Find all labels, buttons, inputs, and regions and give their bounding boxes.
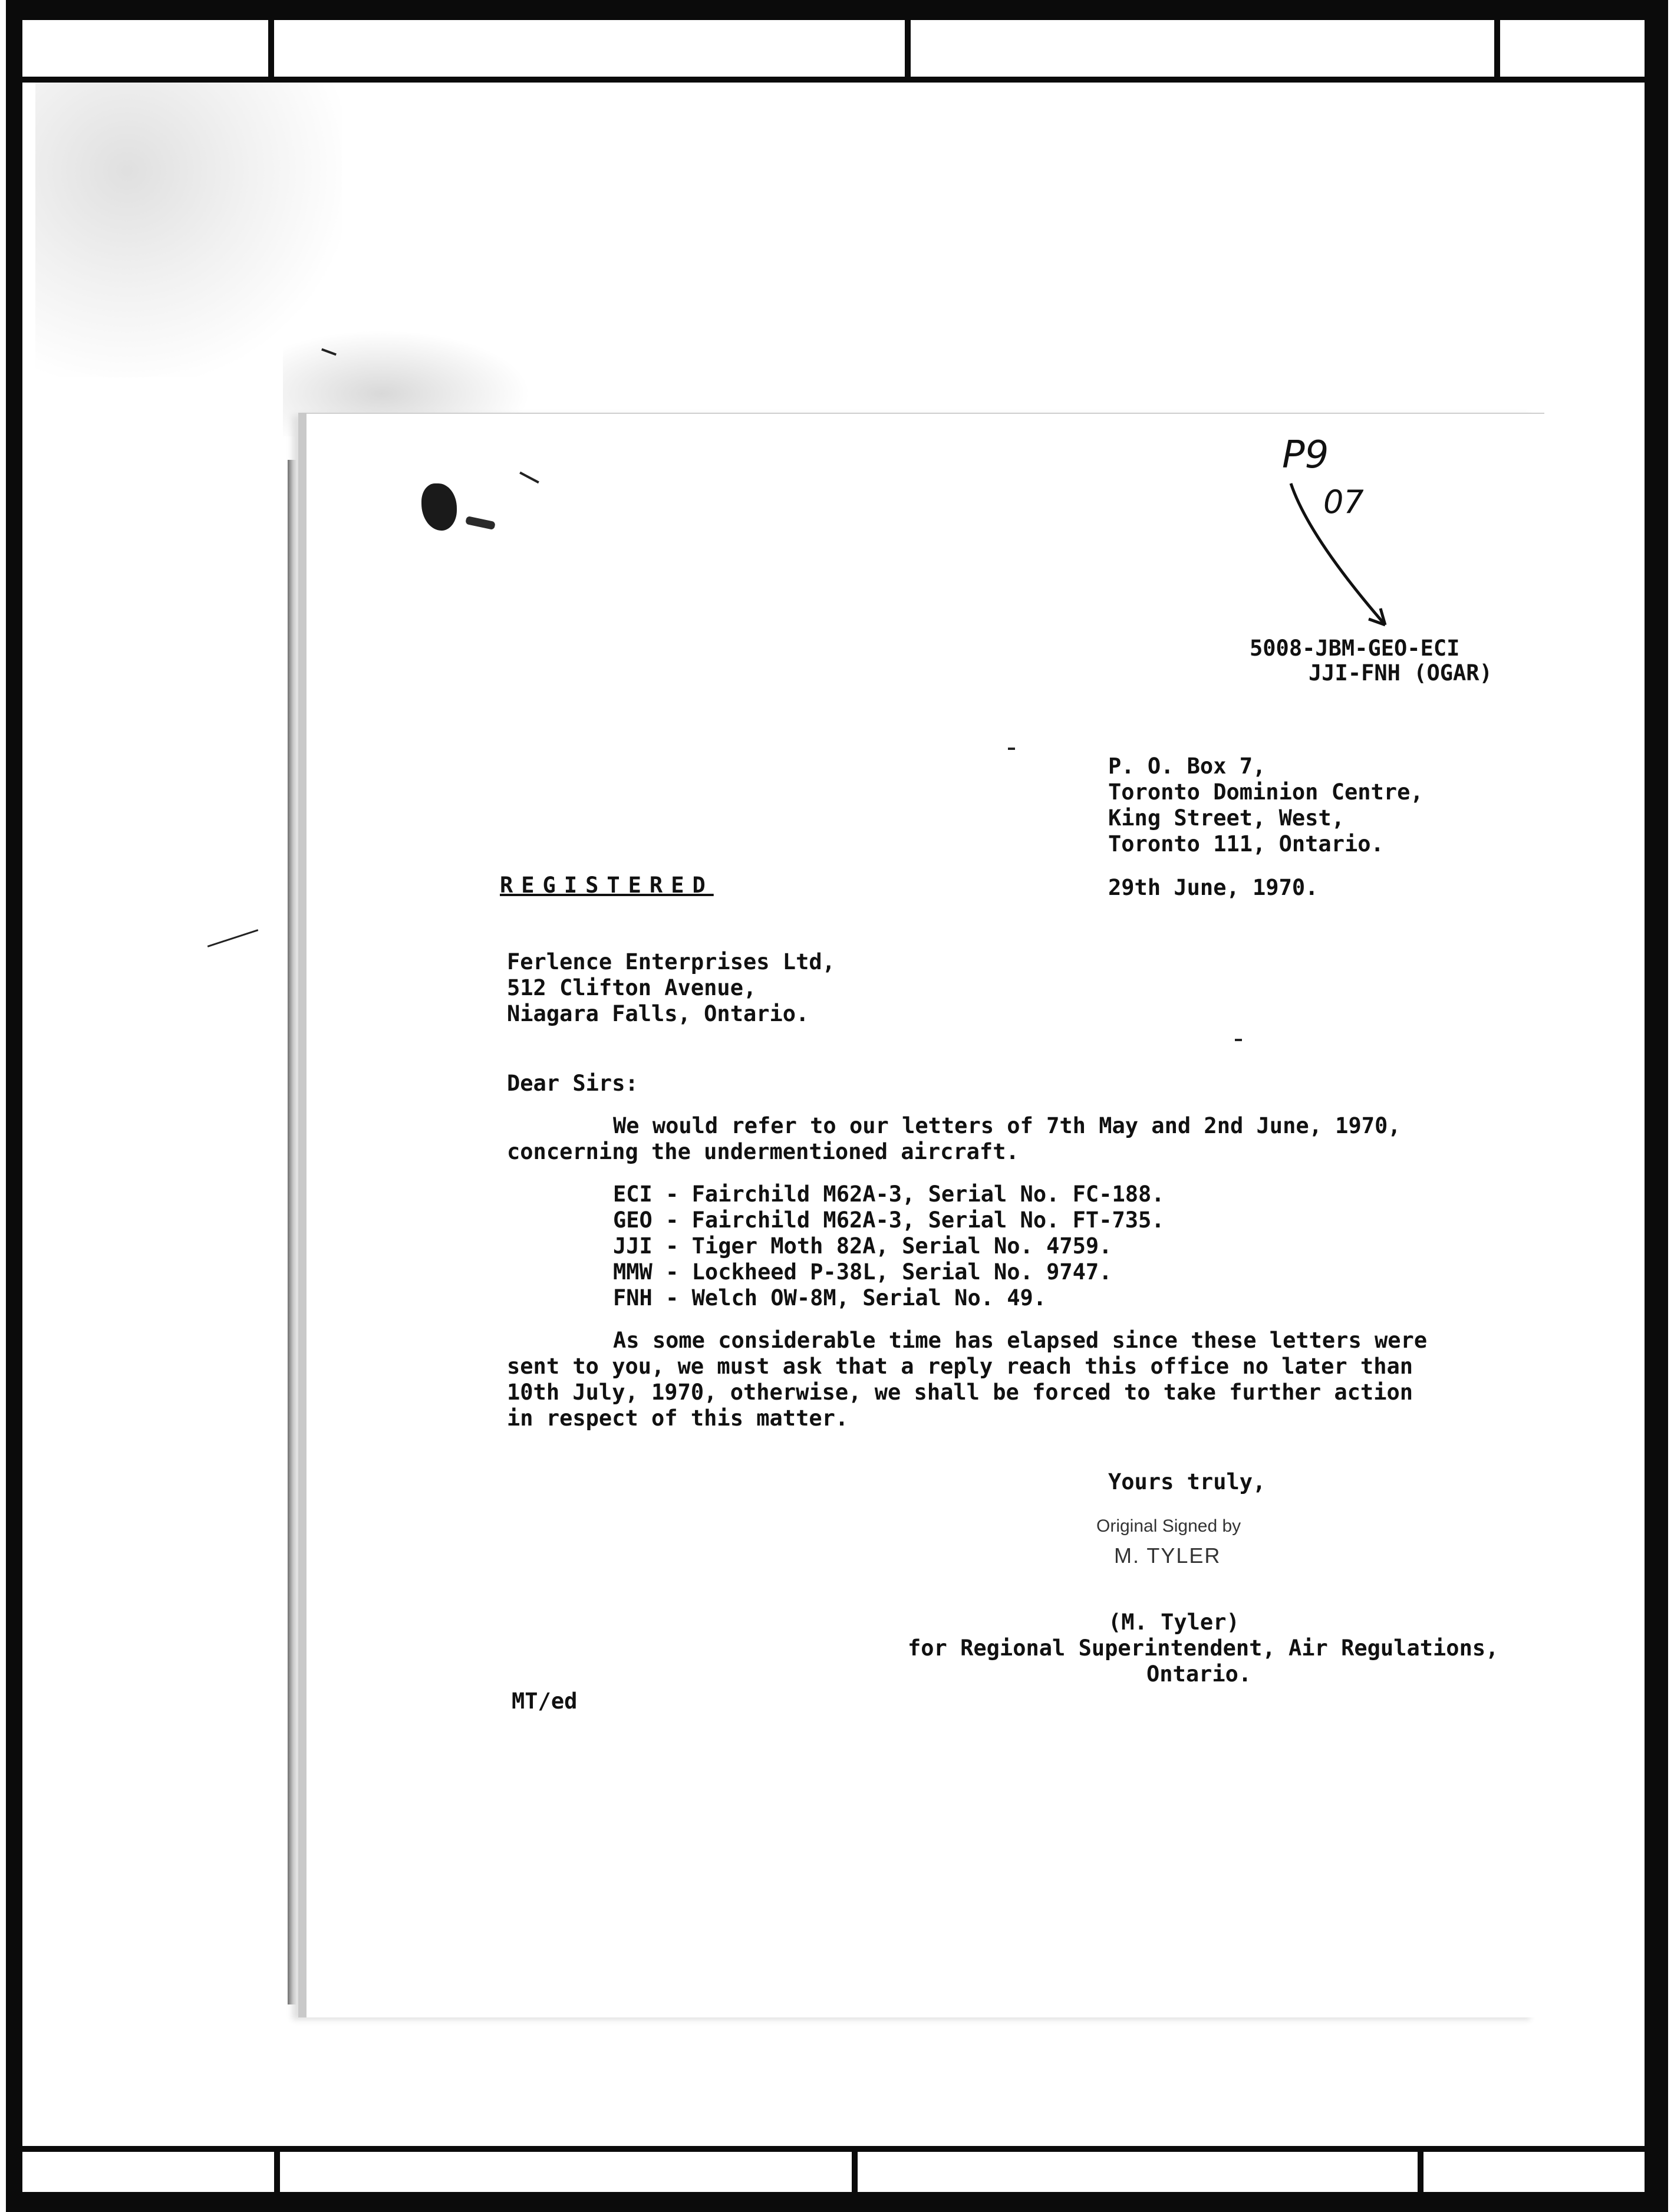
registered-label: REGISTERED xyxy=(500,873,714,898)
aircraft-list-item: JJI - Tiger Moth 82A, Serial No. 4759. xyxy=(613,1233,1112,1259)
film-frame-right-edge xyxy=(1645,0,1652,2212)
body-paragraph-line: 10th July, 1970, otherwise, we shall be forced to take further action xyxy=(507,1380,1413,1405)
film-frame-bottom xyxy=(6,2192,1668,2212)
aircraft-list-item: GEO - Fairchild M62A-3, Serial No. FT-735. xyxy=(613,1207,1165,1233)
body-paragraph-line: sent to you, we must ask that a reply reach this office no later than xyxy=(507,1354,1413,1379)
closing: Yours truly, xyxy=(1108,1469,1266,1495)
body-paragraph-line: in respect of this matter. xyxy=(507,1405,849,1431)
film-tick xyxy=(274,2152,280,2193)
aircraft-list-item: MMW - Lockheed P-38L, Serial No. 9747. xyxy=(613,1259,1112,1285)
film-tick xyxy=(905,20,911,77)
stray-mark xyxy=(1235,1039,1242,1041)
aircraft-list-item: ECI - Fairchild M62A-3, Serial No. FC-188. xyxy=(613,1181,1165,1207)
film-tick xyxy=(1418,2152,1423,2193)
sender-address-line: P. O. Box 7, xyxy=(1108,753,1266,779)
film-tick xyxy=(268,20,274,77)
handwritten-note: 07 xyxy=(1323,483,1364,521)
signature-stamp-line: Original Signed by xyxy=(1096,1516,1241,1536)
body-paragraph-line: As some considerable time has elapsed since these letters were xyxy=(613,1328,1428,1353)
film-tick xyxy=(1494,20,1500,77)
sender-address-line: Toronto Dominion Centre, xyxy=(1108,779,1423,805)
film-frame-top xyxy=(6,0,1668,20)
recipient-address-line: 512 Clifton Avenue, xyxy=(507,975,757,1000)
film-frame-bottom-rule xyxy=(6,2146,1668,2152)
film-frame-top-rule xyxy=(6,77,1668,83)
recipient-address-line: Niagara Falls, Ontario. xyxy=(507,1001,809,1026)
body-paragraph-line: concerning the undermentioned aircraft. xyxy=(507,1139,1019,1164)
sheet-edge-shadow xyxy=(288,460,296,2004)
signatory-name: (M. Tyler) xyxy=(1108,1609,1240,1635)
body-paragraph-line: We would refer to our letters of 7th May and 2nd June, 1970, xyxy=(613,1113,1401,1138)
signature-stamp-line: M. TYLER xyxy=(1114,1543,1221,1568)
signatory-title-line: Ontario. xyxy=(1146,1661,1252,1687)
salutation: Dear Sirs: xyxy=(507,1071,638,1096)
handwritten-arrow xyxy=(1273,472,1391,637)
file-reference-line: JJI-FNH (OGAR) xyxy=(1309,660,1492,686)
letter-date: 29th June, 1970. xyxy=(1108,875,1319,900)
signatory-title-line: for Regional Superintendent, Air Regulations, xyxy=(908,1635,1499,1661)
recipient-address-line: Ferlence Enterprises Ltd, xyxy=(507,949,835,975)
typist-initials: MT/ed xyxy=(512,1688,578,1714)
file-reference-line: 5008-JBM-GEO-ECI xyxy=(1250,636,1460,661)
sender-address-line: King Street, West, xyxy=(1108,805,1345,831)
handwritten-note: P9 xyxy=(1282,433,1329,477)
stray-mark xyxy=(1008,748,1015,750)
aircraft-list-item: FNH - Welch OW-8M, Serial No. 49. xyxy=(613,1285,1047,1311)
sender-address-line: Toronto 111, Ontario. xyxy=(1108,831,1384,857)
film-tick xyxy=(852,2152,858,2193)
